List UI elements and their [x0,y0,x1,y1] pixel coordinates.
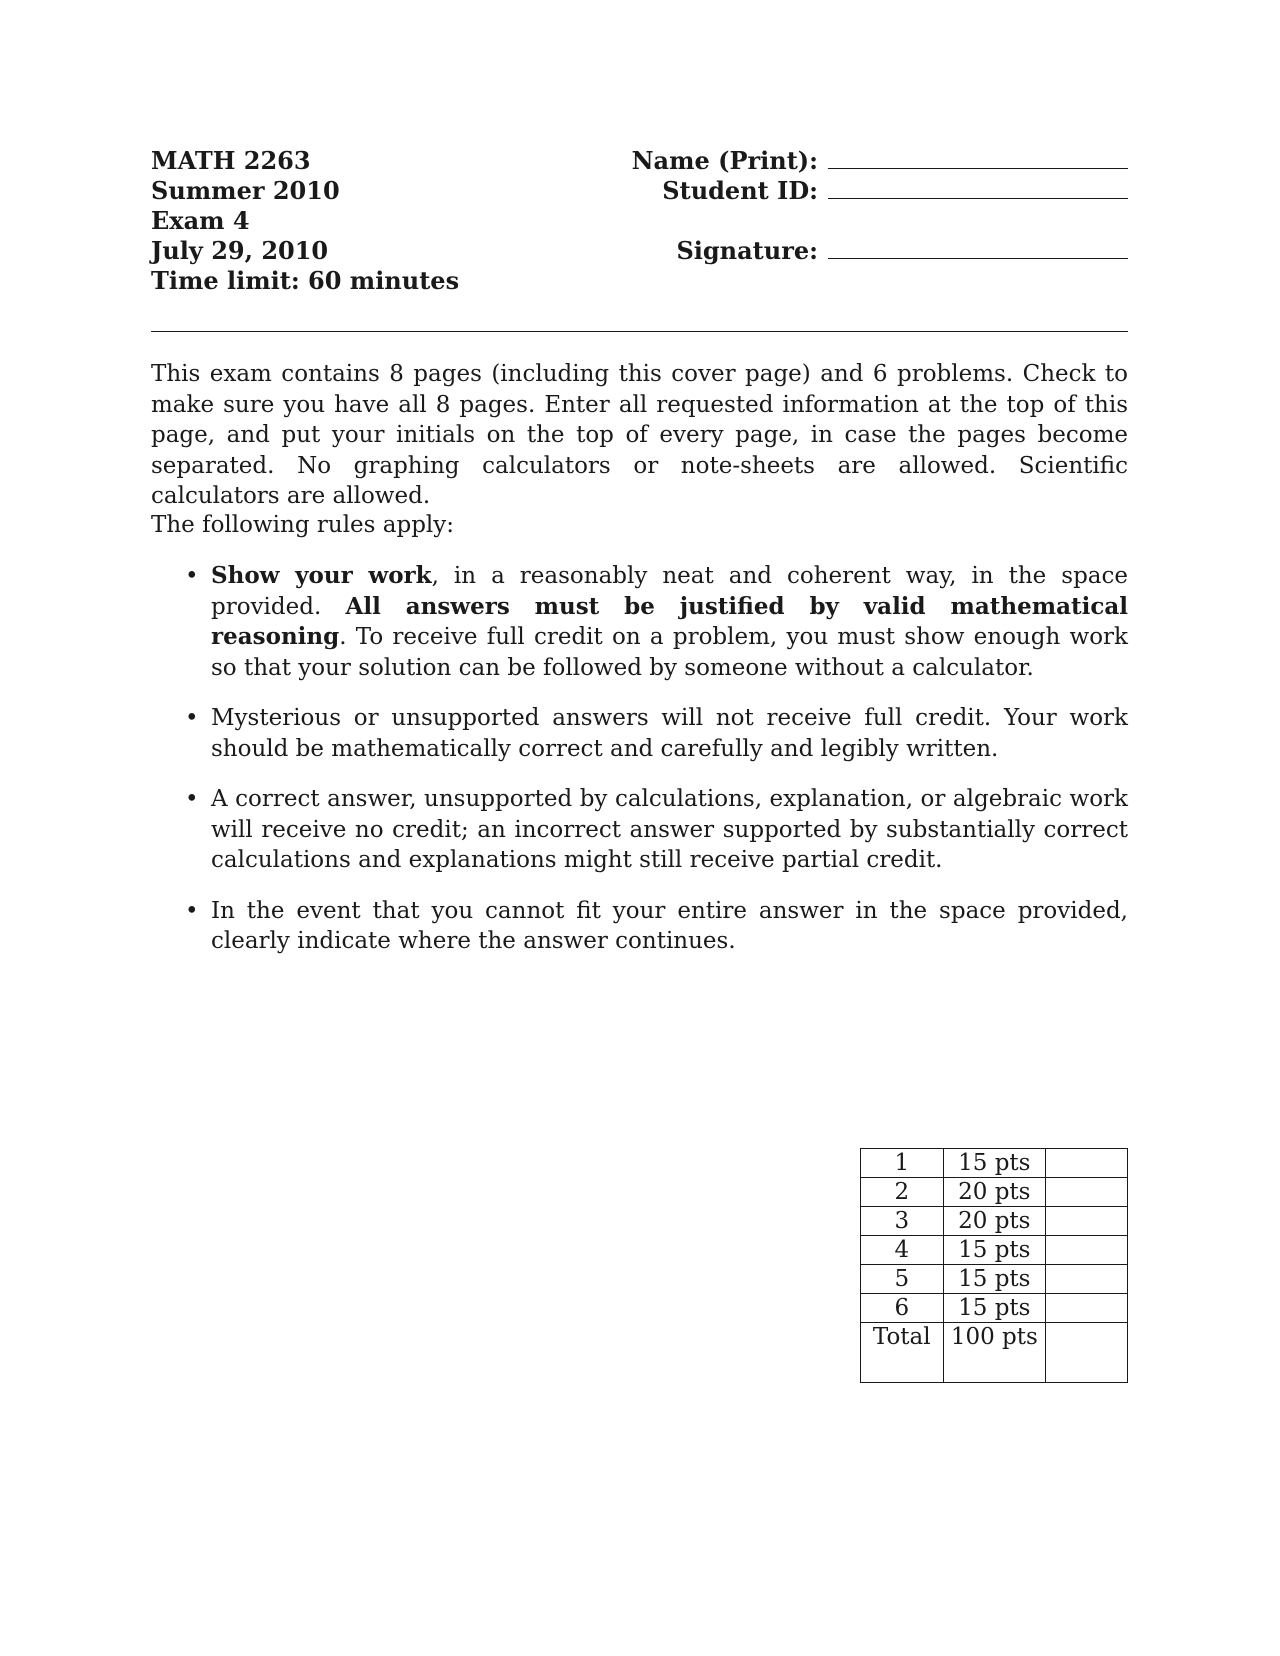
total-points: 100 pts [943,1323,1046,1383]
problem-points: 20 pts [943,1178,1046,1207]
bullet-icon: • [185,786,199,812]
signature-field-row [560,236,1128,266]
score-cell[interactable] [1046,1149,1128,1178]
problem-number: 6 [861,1294,944,1323]
table-row [861,1149,1128,1178]
table-row [861,1207,1128,1236]
signature-label: Signature: [676,236,818,265]
problem-number: 5 [861,1265,944,1294]
total-label: Total [861,1323,944,1383]
rule-text: A correct answer, unsupported by calculations, explanation, or algebraic work will receive no credit; an incorrect answer supported by substantially correct calculations and explanations might still receive partial credit. [211,786,1128,873]
name-field-row [560,146,1128,176]
table-row [861,1294,1128,1323]
student-id-field[interactable] [828,176,1128,199]
rules-heading: The following rules apply: [151,512,455,538]
rule-item [151,703,1128,764]
grade-table [860,1148,1128,1383]
total-score-cell[interactable] [1046,1323,1128,1383]
bullet-icon: • [185,563,199,589]
header-divider [151,331,1128,332]
score-cell[interactable] [1046,1178,1128,1207]
bullet-icon: • [185,897,199,924]
problem-points: 15 pts [943,1294,1046,1323]
rule-item [151,896,1128,957]
rule-bold-text: Show your work [211,562,432,589]
name-field[interactable] [828,146,1128,169]
rule-item [151,784,1128,876]
problem-number: 2 [861,1178,944,1207]
term: Summer 2010 [151,176,340,205]
table-row [861,1265,1128,1294]
course-code: MATH 2263 [151,146,311,175]
problem-points: 15 pts [943,1265,1046,1294]
rule-bold-text: All answers must be justified by valid mathematical reasoning [211,592,1128,650]
score-cell[interactable] [1046,1294,1128,1323]
exam-date: July 29, 2010 [151,236,329,265]
rule-text: . To receive full credit on a problem, you must show enough work so that your solution can be followed by someone without a calculator. [211,624,1128,681]
table-row [861,1236,1128,1265]
problem-number: 1 [861,1149,944,1178]
student-id-label: Student ID: [662,176,818,205]
rules-list [151,561,1128,977]
name-label: Name (Print): [631,146,818,175]
score-cell[interactable] [1046,1236,1128,1265]
table-row [861,1178,1128,1207]
time-limit: Time limit: 60 minutes [151,266,460,295]
total-row [861,1323,1128,1383]
exam-number: Exam 4 [151,206,250,235]
problem-points: 15 pts [943,1236,1046,1265]
course-info-block [151,146,459,296]
problem-points: 20 pts [943,1207,1046,1236]
student-id-field-row [560,176,1128,206]
problem-number: 4 [861,1236,944,1265]
score-cell[interactable] [1046,1207,1128,1236]
rule-item [151,561,1128,683]
student-info-block [560,146,1128,266]
rule-text: In the event that you cannot fit your entire answer in the space provided, clearly indicate where the answer continues. [211,897,1128,954]
rule-text: Mysterious or unsupported answers will not receive full credit. Your work should be mathematically correct and carefully and legibly written. [211,705,1128,762]
exam-instructions: This exam contains 8 pages (including this cover page) and 6 problems. Check to make sure you have all 8 pages. Enter all requested information at the top of this page, and put your initials on the top of every page, in case the pages become separated. No graphing calculators or note-sheets are allowed. Scientific calculators are allowed. [151,361,1128,509]
problem-number: 3 [861,1207,944,1236]
bullet-icon: • [185,705,199,731]
signature-field[interactable] [828,236,1128,259]
rule-text: , in a reasonably neat and coherent way, in the space provided. [211,563,1129,620]
score-cell[interactable] [1046,1265,1128,1294]
problem-points: 15 pts [943,1149,1046,1178]
